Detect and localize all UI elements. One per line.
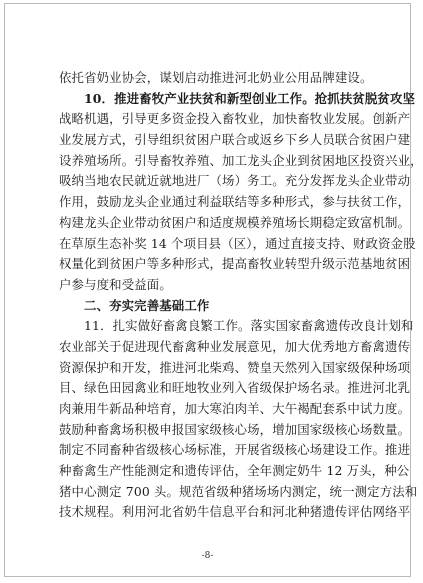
- text-line: 目、绿色田园禽业和旺地牧业列入省级保护场名录。推进河北乳: [59, 380, 411, 396]
- paragraph-11-heading: 11．扎实做好畜禽良繁工作。落实国家畜禽遗传改良计划和: [84, 318, 414, 334]
- text-line: 依托省奶业协会，谋划启动推进河北奶业公用品牌建设。: [59, 70, 373, 85]
- text-line: 鼓励种畜禽场积极申报国家级核心场，增加国家级核心场数量。: [59, 421, 411, 437]
- page-number: -8-: [201, 551, 214, 561]
- text-line: 技术规程。利用河北省奶牛信息平台和河北种猪遗传评估网络平: [59, 504, 411, 520]
- text-line: 吸纳当地农民就近就地进厂（场）务工。充分发挥龙头企业带动: [59, 173, 411, 189]
- text-line: 战略机遇，引导更多资金投入畜牧业，加快畜牧业发展。创新产: [59, 111, 411, 127]
- text-line: 权量化到贫困户等多种形式，提高畜牧业转型升级示范基地贫困: [59, 256, 411, 272]
- page-frame: [4, 3, 423, 577]
- text-line: 资源保护和开发，推进河北柴鸡、赞皇天然列入国家级保种场项: [59, 359, 411, 375]
- text-line: 制定不同畜种省级核心场标准，开展省级核心场建设工作。推进: [59, 442, 411, 458]
- text-line: 户参与度和受益面。: [59, 276, 172, 292]
- text-line: 设养殖场所。引导畜牧养殖、加工龙头企业到贫困地区投资兴业，: [59, 152, 423, 168]
- text-line: 构建龙头企业带动贫困户和适度规模养殖场长期稳定致富机制。: [59, 214, 411, 230]
- text-line: 种畜禽生产性能测定和遗传评估，全年测定奶牛 12 万头，种公: [59, 463, 410, 479]
- text-line: 在草原生态补奖 14 个项目县（区），通过直接支持、财政资金股: [59, 235, 416, 251]
- text-line: 作用，鼓励龙头企业通过利益联结等多种形式，参与扶贫工作，: [59, 194, 411, 210]
- text-line: 业发展方式，引导组织贫困户联合或返乡下乡人员联合贫困户建: [59, 132, 411, 148]
- text-line: 猪中心测定 700 头。规范省级种猪场场内测定，统一测定方法和: [59, 483, 418, 499]
- section-heading: 二、夯实完善基础工作: [84, 297, 210, 313]
- text-line: 农业部关于促进现代畜禽种业发展意见，加大优秀地方畜禽遗传: [59, 338, 411, 354]
- text-line: 肉兼用牛新品种培育，加大寒泊肉羊、大午褐配套系中试力度。: [59, 401, 411, 416]
- paragraph-10-heading: 10．推进畜牧产业扶贫和新型创业工作。抢抓扶贫脱贫攻坚: [84, 90, 416, 106]
- document-body: [59, 68, 423, 523]
